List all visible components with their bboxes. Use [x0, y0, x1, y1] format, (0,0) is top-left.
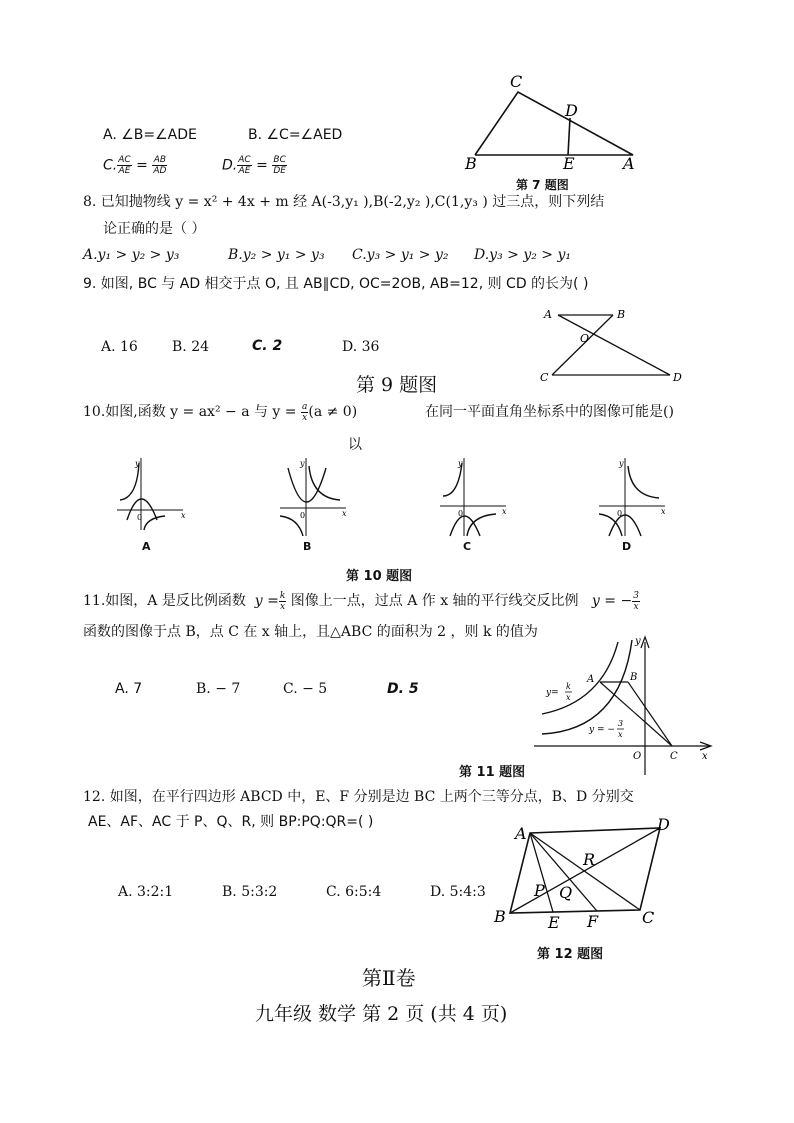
q9-option-a: A. 16: [101, 339, 138, 355]
q12-option-c: C. 6:5:4: [326, 884, 382, 900]
q7-caption: 第 7 题图: [516, 178, 569, 192]
q11-option-c: C. − 5: [283, 681, 328, 697]
q11-figure: [532, 632, 712, 777]
q12-label-b: B: [494, 907, 506, 926]
svg-text:0: 0: [300, 511, 306, 520]
svg-text:x: x: [181, 511, 186, 520]
q12-label-c: C: [642, 908, 655, 927]
q12-stem-line1: 12. 如图，在平行四边形 ABCD 中，E、F 分别是边 BC 上两个三等分点，B、D 分别交: [83, 789, 634, 805]
q8-option-c: C.y₃ > y₁ > y₂: [352, 247, 449, 263]
svg-text:x: x: [661, 507, 666, 516]
q10-label-d: D: [622, 540, 632, 553]
q11-label-y: y: [635, 636, 641, 647]
q12-label-q: Q: [559, 883, 573, 902]
svg-text:0: 0: [137, 513, 143, 522]
q10-graph-c: [438, 458, 513, 538]
q12-caption: 第 12 题图: [537, 947, 604, 962]
q10-graph-d: [597, 458, 672, 538]
q11-label-b: B: [630, 672, 638, 683]
svg-text:y = −: y = −: [589, 725, 615, 735]
q9-option-c: C. 2: [252, 338, 283, 354]
q7-label-b: B: [465, 154, 477, 173]
q12-label-p: P: [534, 881, 545, 900]
svg-text:y: y: [300, 459, 305, 468]
q12-label-r: R: [583, 850, 596, 869]
svg-text:x: x: [618, 730, 623, 739]
q12-option-b: B. 5:3:2: [222, 884, 278, 900]
q11-stem-line1: 11.如图，A 是反比例函数 y = $\frac{k}{x}$ 图像上一点，过点 A 作 x 轴的平行线交反比例 y = − $\frac{3}{x}$: [83, 590, 639, 612]
q12-option-a: A. 3:2:1: [118, 884, 174, 900]
q10-label-c: C: [463, 540, 472, 553]
q10-graph-a: [115, 458, 190, 538]
q8-stem-line1: 8. 已知抛物线 y = x² + 4x + m 经 A(-3,y₁ ),B(-2,y₂ ),C(1,y₃ ) 过三点，则下列结: [83, 194, 605, 210]
q11-option-b: B. − 7: [196, 681, 241, 697]
q10-stray-char: 以: [348, 437, 362, 453]
section-title: 第Ⅱ卷: [362, 966, 416, 990]
q9-option-d: D. 36: [342, 339, 380, 355]
q11-caption: 第 11 题图: [459, 765, 526, 780]
q8-option-d: D.y₃ > y₂ > y₁: [474, 247, 572, 263]
q11-label-a: A: [587, 674, 595, 685]
q9-label-o: O: [580, 332, 590, 345]
page-footer: 九年级 数学 第 2 页 (共 4 页): [255, 1003, 508, 1025]
q8-option-a: A.y₁ > y₂ > y₃: [83, 247, 180, 263]
q12-label-f: F: [587, 912, 599, 931]
q11-option-d: D. 5: [387, 681, 419, 697]
q11-label-x: x: [702, 751, 708, 762]
q12-label-a: A: [515, 824, 527, 843]
svg-text:y: y: [135, 459, 140, 468]
q8-option-b: B.y₂ > y₁ > y₃: [228, 247, 325, 263]
q7-option-b: B. ∠C=∠AED: [248, 127, 343, 143]
q11-stem-line2: 函数的图像于点 B，点 C 在 x 轴上，且△ABC 的面积为 2 ，则 k 的值为: [83, 624, 538, 640]
q7-label-d: D: [565, 101, 578, 120]
svg-text:x: x: [342, 509, 347, 518]
q7-option-a: A. ∠B=∠ADE: [103, 127, 197, 143]
q12-label-d: D: [657, 815, 670, 834]
q11-label-o: O: [633, 751, 642, 762]
q12-figure: [490, 815, 690, 932]
q9-option-b: B. 24: [172, 339, 210, 355]
q7-label-e: E: [563, 154, 575, 173]
q9-stem: 9. 如图, BC 与 AD 相交于点 O, 且 AB∥CD, OC=2OB, AB=12, 则 CD 的长为( ): [83, 276, 589, 292]
q10-caption: 第 10 题图: [346, 569, 413, 584]
q9-caption: 第 9 题图: [356, 374, 438, 396]
svg-text:k: k: [566, 682, 571, 691]
q9-figure: [540, 305, 690, 385]
q11-option-a: A. 7: [115, 681, 143, 697]
svg-text:x: x: [566, 693, 571, 702]
q10-label-b: B: [303, 540, 312, 553]
q12-label-e: E: [548, 913, 560, 932]
q9-label-a: A: [544, 308, 552, 321]
q12-option-d: D. 5:4:3: [430, 884, 486, 900]
svg-text:y=: y=: [546, 688, 559, 698]
q10-stem: 10.如图,函数 y = ax² − a 与 y = $\frac{a}{x}$ (a ≠ 0): [83, 401, 358, 423]
q7-option-d: D. $\frac{AC}{AE}$ = $\frac{BC}{DE}$: [222, 155, 286, 176]
q8-stem-line2: 论正确的是（ ）: [103, 221, 206, 237]
svg-text:x: x: [502, 507, 507, 516]
q10-label-a: A: [142, 540, 151, 553]
svg-text:0: 0: [458, 509, 464, 518]
q9-label-c: C: [540, 371, 549, 384]
q12-stem-line2: AE、AF、AC 于 P、Q、R, 则 BP:PQ:QR=( ): [88, 814, 374, 830]
svg-text:0: 0: [617, 509, 623, 518]
q9-label-b: B: [617, 308, 626, 321]
q9-label-d: D: [673, 371, 682, 384]
q7-label-c: C: [510, 72, 523, 91]
q11-label-c: C: [670, 751, 678, 762]
svg-text:3: 3: [618, 719, 624, 728]
q7-label-a: A: [623, 154, 635, 173]
q7-option-c: C. $\frac{AC}{AE}$ = $\frac{AB}{AD}$: [103, 155, 167, 176]
svg-text:y: y: [619, 459, 624, 468]
q10-stem-tail: 在同一平面直角坐标系中的图像可能是(): [425, 404, 674, 420]
q10-graph-b: [278, 458, 353, 538]
svg-text:y: y: [458, 459, 463, 468]
